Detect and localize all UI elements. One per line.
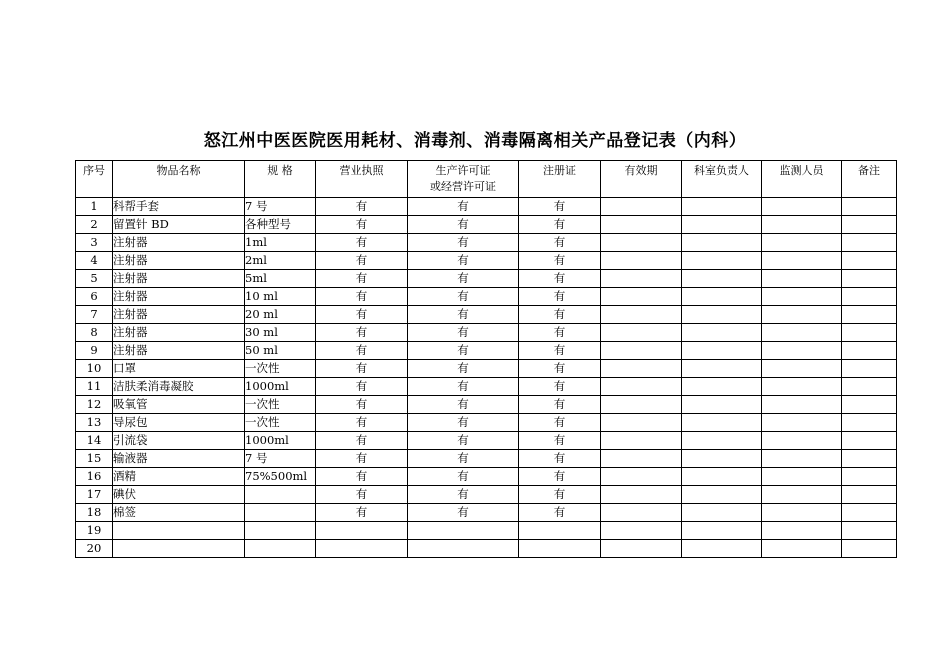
validity-cell	[601, 270, 682, 288]
monitor-cell	[762, 522, 842, 540]
row-number: 15	[76, 450, 113, 468]
monitor-cell	[762, 486, 842, 504]
business-license: 有	[316, 450, 408, 468]
production-permit: 有	[408, 252, 519, 270]
table-row	[76, 504, 897, 522]
monitor-cell	[762, 378, 842, 396]
responsible-cell	[682, 288, 762, 306]
business-license: 有	[316, 306, 408, 324]
production-permit: 有	[408, 360, 519, 378]
item-name: 导尿包	[113, 414, 245, 432]
row-number: 12	[76, 396, 113, 414]
responsible-cell	[682, 450, 762, 468]
table-row	[76, 486, 897, 504]
monitor-cell	[762, 396, 842, 414]
table-row	[76, 450, 897, 468]
item-name: 注射器	[113, 288, 245, 306]
row-number: 20	[76, 540, 113, 558]
item-spec: 75%500ml	[245, 468, 316, 486]
business-license: 有	[316, 414, 408, 432]
registration-cert: 有	[519, 486, 601, 504]
col-header-license: 营业执照	[316, 161, 408, 198]
item-name: 留置针 BD	[113, 216, 245, 234]
validity-cell	[601, 504, 682, 522]
table-row	[76, 432, 897, 450]
item-name: 注射器	[113, 252, 245, 270]
item-spec: 50 ml	[245, 342, 316, 360]
business-license: 有	[316, 432, 408, 450]
registration-cert: 有	[519, 198, 601, 216]
row-number: 8	[76, 324, 113, 342]
validity-cell	[601, 342, 682, 360]
validity-cell	[601, 432, 682, 450]
responsible-cell	[682, 216, 762, 234]
monitor-cell	[762, 414, 842, 432]
registration-cert: 有	[519, 396, 601, 414]
table-row	[76, 522, 897, 540]
validity-cell	[601, 324, 682, 342]
registration-cert: 有	[519, 468, 601, 486]
validity-cell	[601, 522, 682, 540]
item-spec: 1000ml	[245, 378, 316, 396]
production-permit: 有	[408, 468, 519, 486]
registration-cert: 有	[519, 288, 601, 306]
registration-cert: 有	[519, 450, 601, 468]
table-body	[76, 198, 897, 558]
production-permit: 有	[408, 432, 519, 450]
registration-cert: 有	[519, 216, 601, 234]
production-permit: 有	[408, 414, 519, 432]
validity-cell	[601, 468, 682, 486]
validity-cell	[601, 234, 682, 252]
table-row	[76, 306, 897, 324]
item-name: 注射器	[113, 342, 245, 360]
monitor-cell	[762, 450, 842, 468]
responsible-cell	[682, 198, 762, 216]
row-number: 3	[76, 234, 113, 252]
item-spec	[245, 486, 316, 504]
item-spec: 一次性	[245, 360, 316, 378]
validity-cell	[601, 414, 682, 432]
remark-cell	[842, 396, 897, 414]
remark-cell	[842, 450, 897, 468]
item-spec: 1ml	[245, 234, 316, 252]
monitor-cell	[762, 198, 842, 216]
item-spec	[245, 522, 316, 540]
row-number: 2	[76, 216, 113, 234]
registration-cert	[519, 522, 601, 540]
business-license: 有	[316, 504, 408, 522]
remark-cell	[842, 378, 897, 396]
monitor-cell	[762, 468, 842, 486]
responsible-cell	[682, 360, 762, 378]
row-number: 4	[76, 252, 113, 270]
business-license	[316, 522, 408, 540]
table-row	[76, 414, 897, 432]
item-name: 棉签	[113, 504, 245, 522]
item-name: 科帮手套	[113, 198, 245, 216]
production-permit: 有	[408, 486, 519, 504]
row-number: 14	[76, 432, 113, 450]
production-permit: 有	[408, 306, 519, 324]
row-number: 10	[76, 360, 113, 378]
col-header-spec: 规 格	[245, 161, 316, 198]
monitor-cell	[762, 288, 842, 306]
validity-cell	[601, 252, 682, 270]
business-license: 有	[316, 324, 408, 342]
business-license: 有	[316, 198, 408, 216]
table-header-row	[76, 161, 897, 198]
item-spec: 30 ml	[245, 324, 316, 342]
business-license: 有	[316, 288, 408, 306]
row-number: 13	[76, 414, 113, 432]
table-row	[76, 360, 897, 378]
monitor-cell	[762, 504, 842, 522]
row-number: 5	[76, 270, 113, 288]
col-header-monitor: 监测人员	[762, 161, 842, 198]
business-license: 有	[316, 396, 408, 414]
col-header-permit-line1: 生产许可证	[435, 164, 491, 177]
row-number: 6	[76, 288, 113, 306]
production-permit: 有	[408, 342, 519, 360]
validity-cell	[601, 360, 682, 378]
table-row	[76, 378, 897, 396]
business-license: 有	[316, 486, 408, 504]
production-permit: 有	[408, 288, 519, 306]
business-license: 有	[316, 216, 408, 234]
responsible-cell	[682, 468, 762, 486]
col-header-remark: 备注	[842, 161, 897, 198]
row-number: 7	[76, 306, 113, 324]
responsible-cell	[682, 486, 762, 504]
responsible-cell	[682, 306, 762, 324]
remark-cell	[842, 522, 897, 540]
remark-cell	[842, 540, 897, 558]
remark-cell	[842, 288, 897, 306]
item-name	[113, 540, 245, 558]
business-license: 有	[316, 468, 408, 486]
item-spec: 7 号	[245, 198, 316, 216]
remark-cell	[842, 486, 897, 504]
table-row	[76, 234, 897, 252]
col-header-permit	[408, 161, 519, 198]
item-name: 碘伏	[113, 486, 245, 504]
validity-cell	[601, 450, 682, 468]
validity-cell	[601, 486, 682, 504]
row-number: 17	[76, 486, 113, 504]
item-name: 口罩	[113, 360, 245, 378]
business-license: 有	[316, 360, 408, 378]
row-number: 19	[76, 522, 113, 540]
business-license: 有	[316, 378, 408, 396]
table-row	[76, 198, 897, 216]
item-name: 注射器	[113, 324, 245, 342]
item-spec: 一次性	[245, 414, 316, 432]
product-register-table	[75, 160, 897, 558]
table-row	[76, 342, 897, 360]
monitor-cell	[762, 216, 842, 234]
monitor-cell	[762, 360, 842, 378]
validity-cell	[601, 288, 682, 306]
responsible-cell	[682, 234, 762, 252]
table-row	[76, 252, 897, 270]
registration-cert: 有	[519, 234, 601, 252]
table-row	[76, 468, 897, 486]
validity-cell	[601, 198, 682, 216]
validity-cell	[601, 216, 682, 234]
responsible-cell	[682, 396, 762, 414]
responsible-cell	[682, 342, 762, 360]
registration-cert: 有	[519, 414, 601, 432]
registration-cert: 有	[519, 252, 601, 270]
production-permit: 有	[408, 270, 519, 288]
business-license: 有	[316, 270, 408, 288]
item-spec: 7 号	[245, 450, 316, 468]
item-spec	[245, 540, 316, 558]
item-name: 输液器	[113, 450, 245, 468]
item-spec: 10 ml	[245, 288, 316, 306]
remark-cell	[842, 432, 897, 450]
item-name: 注射器	[113, 234, 245, 252]
item-spec: 各种型号	[245, 216, 316, 234]
remark-cell	[842, 270, 897, 288]
production-permit	[408, 522, 519, 540]
validity-cell	[601, 396, 682, 414]
monitor-cell	[762, 252, 842, 270]
responsible-cell	[682, 252, 762, 270]
registration-cert: 有	[519, 432, 601, 450]
remark-cell	[842, 414, 897, 432]
production-permit: 有	[408, 378, 519, 396]
remark-cell	[842, 216, 897, 234]
col-header-no: 序号	[76, 161, 113, 198]
remark-cell	[842, 198, 897, 216]
production-permit: 有	[408, 504, 519, 522]
remark-cell	[842, 342, 897, 360]
monitor-cell	[762, 324, 842, 342]
table-row	[76, 324, 897, 342]
responsible-cell	[682, 432, 762, 450]
col-header-name: 物品名称	[113, 161, 245, 198]
validity-cell	[601, 306, 682, 324]
remark-cell	[842, 252, 897, 270]
monitor-cell	[762, 540, 842, 558]
remark-cell	[842, 468, 897, 486]
production-permit: 有	[408, 216, 519, 234]
document-title: 怒江州中医医院医用耗材、消毒剂、消毒隔离相关产品登记表（内科）	[203, 131, 747, 151]
row-number: 16	[76, 468, 113, 486]
business-license	[316, 540, 408, 558]
remark-cell	[842, 234, 897, 252]
table-row	[76, 270, 897, 288]
col-header-responsible: 科室负责人	[682, 161, 762, 198]
remark-cell	[842, 504, 897, 522]
table-row	[76, 288, 897, 306]
registration-cert: 有	[519, 378, 601, 396]
remark-cell	[842, 306, 897, 324]
production-permit: 有	[408, 324, 519, 342]
item-name: 吸氧管	[113, 396, 245, 414]
col-header-permit-line2: 或经营许可证	[430, 180, 496, 193]
item-name: 注射器	[113, 306, 245, 324]
item-spec: 20 ml	[245, 306, 316, 324]
item-spec	[245, 504, 316, 522]
production-permit: 有	[408, 198, 519, 216]
business-license: 有	[316, 342, 408, 360]
item-spec: 1000ml	[245, 432, 316, 450]
business-license: 有	[316, 252, 408, 270]
responsible-cell	[682, 540, 762, 558]
monitor-cell	[762, 306, 842, 324]
item-name: 注射器	[113, 270, 245, 288]
registration-cert: 有	[519, 270, 601, 288]
monitor-cell	[762, 432, 842, 450]
item-spec: 2ml	[245, 252, 316, 270]
business-license: 有	[316, 234, 408, 252]
production-permit: 有	[408, 396, 519, 414]
table-row	[76, 216, 897, 234]
col-header-validity: 有效期	[601, 161, 682, 198]
remark-cell	[842, 324, 897, 342]
registration-cert	[519, 540, 601, 558]
monitor-cell	[762, 234, 842, 252]
production-permit	[408, 540, 519, 558]
table-row	[76, 396, 897, 414]
monitor-cell	[762, 342, 842, 360]
registration-cert: 有	[519, 324, 601, 342]
item-name: 洁肤柔消毒凝胶	[113, 378, 245, 396]
table-row	[76, 540, 897, 558]
registration-cert: 有	[519, 504, 601, 522]
row-number: 1	[76, 198, 113, 216]
item-name: 引流袋	[113, 432, 245, 450]
monitor-cell	[762, 270, 842, 288]
item-spec: 一次性	[245, 396, 316, 414]
registration-cert: 有	[519, 306, 601, 324]
col-header-registration: 注册证	[519, 161, 601, 198]
item-name	[113, 522, 245, 540]
production-permit: 有	[408, 450, 519, 468]
row-number: 9	[76, 342, 113, 360]
responsible-cell	[682, 378, 762, 396]
responsible-cell	[682, 504, 762, 522]
item-name: 酒精	[113, 468, 245, 486]
item-spec: 5ml	[245, 270, 316, 288]
row-number: 18	[76, 504, 113, 522]
remark-cell	[842, 360, 897, 378]
responsible-cell	[682, 324, 762, 342]
validity-cell	[601, 378, 682, 396]
registration-cert: 有	[519, 360, 601, 378]
production-permit: 有	[408, 234, 519, 252]
responsible-cell	[682, 522, 762, 540]
responsible-cell	[682, 414, 762, 432]
responsible-cell	[682, 270, 762, 288]
registration-cert: 有	[519, 342, 601, 360]
row-number: 11	[76, 378, 113, 396]
validity-cell	[601, 540, 682, 558]
